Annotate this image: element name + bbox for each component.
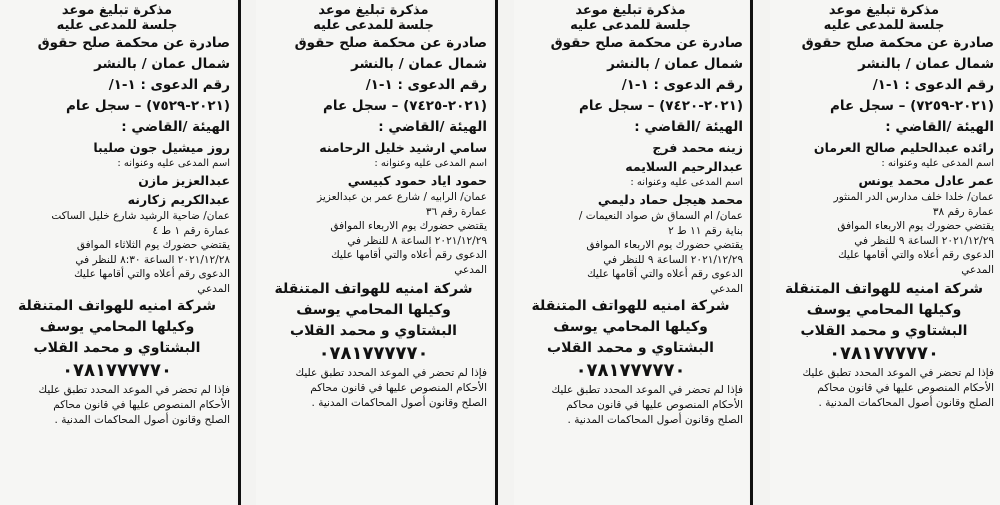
defendant-address: عمان/ خلدا خلف مدارس الدر المنثور (833, 191, 994, 203)
footer-warning: فإذا لم تحضر في الموعد المحدد تطبق عليك (38, 384, 230, 396)
defendant-address-building: عمارة رقم ٣٨ (932, 205, 994, 218)
panel-label: الهيئة /القاضي : (885, 119, 994, 135)
footer-warning-3: الصلح وقانون أصول المحاكمات المدنية . (54, 414, 230, 426)
case-year: (٢٠٢١-٧٢٥٩) – سجل عام (830, 98, 994, 114)
summons-text-2: الدعوى رقم أعلاه والتي أقامها عليك (838, 249, 994, 261)
case-year: (٢٠٢١-٧٤٢٠) – سجل عام (579, 98, 743, 114)
judge-name: رائده عبدالحليم صالح العرمان (813, 140, 994, 155)
plaintiff-lawyer: وكيلها المحامي يوسف (806, 302, 962, 318)
column-divider (750, 0, 753, 505)
footer-warning: فإذا لم تحضر في الموعد المحدد تطبق عليك (802, 367, 994, 379)
summons-text-2: الدعوى رقم أعلاه والتي أقامها عليك (74, 268, 230, 280)
court-name: صادرة عن محكمة صلح حقوق (801, 35, 994, 51)
defendant-label: اسم المدعى عليه وعنوانه : (117, 158, 230, 169)
plaintiff-label: المدعي (454, 263, 487, 276)
plaintiff-lawyers-names: البشتاوي و محمد القلاب (290, 323, 457, 339)
case-number: رقم الدعوى : ١-١/ (621, 77, 743, 93)
notice-column-3 (256, 0, 493, 505)
court-location: شمال عمان / بالنشر (351, 56, 487, 72)
defendant-name: عمر عادل محمد يونس (858, 173, 994, 188)
summons-text-2: الدعوى رقم أعلاه والتي أقامها عليك (587, 268, 743, 280)
panel-label: الهيئة /القاضي : (634, 119, 743, 135)
summons-text: يقتضي حضورك يوم الاربعاء الموافق (586, 239, 743, 251)
notice-subheading: جلسة للمدعى عليه (313, 18, 434, 33)
defendant-name-2: عبدالكريم زكارنه (127, 192, 230, 207)
plaintiff-company: شركة امنيه للهواتف المتنقلة (785, 281, 983, 297)
judge-name-2: عبدالرحيم السلايمه (625, 159, 743, 174)
case-year: (٢٠٢١-٧٤٢٥) – سجل عام (323, 98, 487, 114)
defendant-address: عمان/ ضاحية الرشيد شارع خليل الساكت (51, 210, 230, 222)
column-divider (238, 0, 241, 505)
phone-number: ٠٧٨١٧٧٧٧٧٠ (62, 360, 172, 381)
judge-name: زينه محمد فرج (652, 140, 743, 155)
defendant-name: حمود اياد حمود كبيسي (347, 173, 487, 188)
plaintiff-company: شركة امنيه للهواتف المتنقلة (274, 281, 473, 297)
defendant-address: عمان/ ام السماق ش صواد النعيمات / (578, 210, 743, 222)
plaintiff-label: المدعي (961, 263, 994, 276)
notice-column-2 (514, 0, 749, 505)
hearing-date: ٢٠٢١/١٢/٢٩ الساعة ٩ للنظر في (603, 253, 743, 266)
footer-warning: فإذا لم تحضر في الموعد المحدد تطبق عليك (551, 384, 743, 396)
court-location: شمال عمان / بالنشر (858, 56, 994, 72)
footer-warning-2: الأحكام المنصوص عليها في قانون محاكم (566, 399, 743, 411)
plaintiff-lawyer: وكيلها المحامي يوسف (39, 319, 195, 335)
notice-heading: مذكرة تبليغ موعد (61, 3, 173, 18)
defendant-label: اسم المدعى عليه وعنوانه : (374, 158, 487, 169)
summons-text-2: الدعوى رقم أعلاه والتي أقامها عليك (331, 249, 487, 261)
court-name: صادرة عن محكمة صلح حقوق (294, 35, 487, 51)
case-number: رقم الدعوى : ١-١/ (365, 77, 487, 93)
footer-warning-3: الصلح وقانون أصول المحاكمات المدنية . (818, 397, 994, 409)
court-name: صادرة عن محكمة صلح حقوق (550, 35, 743, 51)
footer-warning-2: الأحكام المنصوص عليها في قانون محاكم (53, 399, 230, 411)
notice-column-4 (0, 0, 236, 505)
plaintiff-label: المدعي (197, 282, 230, 295)
plaintiff-company: شركة امنيه للهواتف المتنقلة (531, 298, 730, 314)
plaintiff-lawyers-names: البشتاوي و محمد القلاب (33, 340, 201, 356)
footer-warning: فإذا لم تحضر في الموعد المحدد تطبق عليك (295, 367, 487, 379)
defendant-address-building: عمارة رقم ١ ط ٤ (152, 224, 230, 237)
defendant-name: محمد هيجل حماد دليمي (597, 192, 743, 207)
case-number: رقم الدعوى : ١-١/ (872, 77, 994, 93)
summons-text: يقتضي حضورك يوم الثلاثاء الموافق (76, 239, 230, 251)
footer-warning-2: الأحكام المنصوص عليها في قانون محاكم (817, 382, 994, 394)
court-name: صادرة عن محكمة صلح حقوق (37, 35, 230, 51)
defendant-address-building: عمارة رقم ٣٦ (425, 205, 487, 218)
phone-number: ٠٧٨١٧٧٧٧٧٠ (829, 343, 939, 364)
defendant-name: عبدالعزيز مازن (138, 173, 230, 188)
plaintiff-lawyer: وكيلها المحامي يوسف (553, 319, 708, 335)
notice-heading: مذكرة تبليغ موعد (828, 3, 940, 18)
case-year: (٢٠٢١-٧٥٢٩) – سجل عام (66, 98, 230, 114)
notice-heading: مذكرة تبليغ موعد (575, 3, 686, 18)
case-number: رقم الدعوى : ١-١/ (108, 77, 230, 93)
plaintiff-label: المدعي (710, 282, 743, 295)
panel-label: الهيئة /القاضي : (121, 119, 230, 135)
plaintiff-lawyer: وكيلها المحامي يوسف (296, 302, 451, 318)
footer-warning-3: الصلح وقانون أصول المحاكمات المدنية . (311, 397, 487, 409)
plaintiff-lawyers-names: البشتاوي و محمد القلاب (547, 340, 714, 356)
plaintiff-lawyers-names: البشتاوي و محمد القلاب (800, 323, 968, 339)
defendant-label: اسم المدعى عليه وعنوانه : (630, 177, 743, 188)
phone-number: ٠٧٨١٧٧٧٧٧٠ (318, 343, 429, 364)
court-location: شمال عمان / بالنشر (94, 56, 230, 72)
hearing-date: ٢٠٢١/١٢/٢٩ الساعة ٨ للنظر في (347, 234, 487, 247)
footer-warning-2: الأحكام المنصوص عليها في قانون محاكم (310, 382, 487, 394)
court-location: شمال عمان / بالنشر (607, 56, 743, 72)
hearing-date: ٢٠٢١/١٢/٢٨ الساعة ٨:٣٠ للنظر في (75, 253, 230, 266)
column-divider (495, 0, 498, 505)
notice-column-1 (770, 0, 1000, 505)
judge-name: روز ميشيل جون صليبا (93, 140, 230, 155)
plaintiff-company: شركة امنيه للهواتف المتنقلة (18, 298, 216, 314)
phone-number: ٠٧٨١٧٧٧٧٧٠ (575, 360, 686, 381)
notice-heading: مذكرة تبليغ موعد (318, 3, 429, 18)
notice-subheading: جلسة للمدعى عليه (823, 18, 945, 33)
notice-subheading: جلسة للمدعى عليه (570, 18, 691, 33)
panel-label: الهيئة /القاضي : (378, 119, 487, 135)
judge-name: سامي ارشيد خليل الرحامنه (319, 140, 487, 155)
footer-warning-3: الصلح وقانون أصول المحاكمات المدنية . (567, 414, 743, 426)
summons-text: يقتضي حضورك يوم الاربعاء الموافق (330, 220, 487, 232)
defendant-address-building: بناية رقم ١١ ط ٢ (668, 224, 743, 237)
hearing-date: ٢٠٢١/١٢/٢٩ الساعة ٩ للنظر في (854, 234, 994, 247)
defendant-label: اسم المدعى عليه وعنوانه : (881, 158, 994, 169)
defendant-address: عمان/ الرابيه / شارع عمر بن عبدالعزيز (317, 191, 487, 203)
notice-subheading: جلسة للمدعى عليه (56, 18, 178, 33)
summons-text: يقتضي حضورك يوم الاربعاء الموافق (837, 220, 994, 232)
